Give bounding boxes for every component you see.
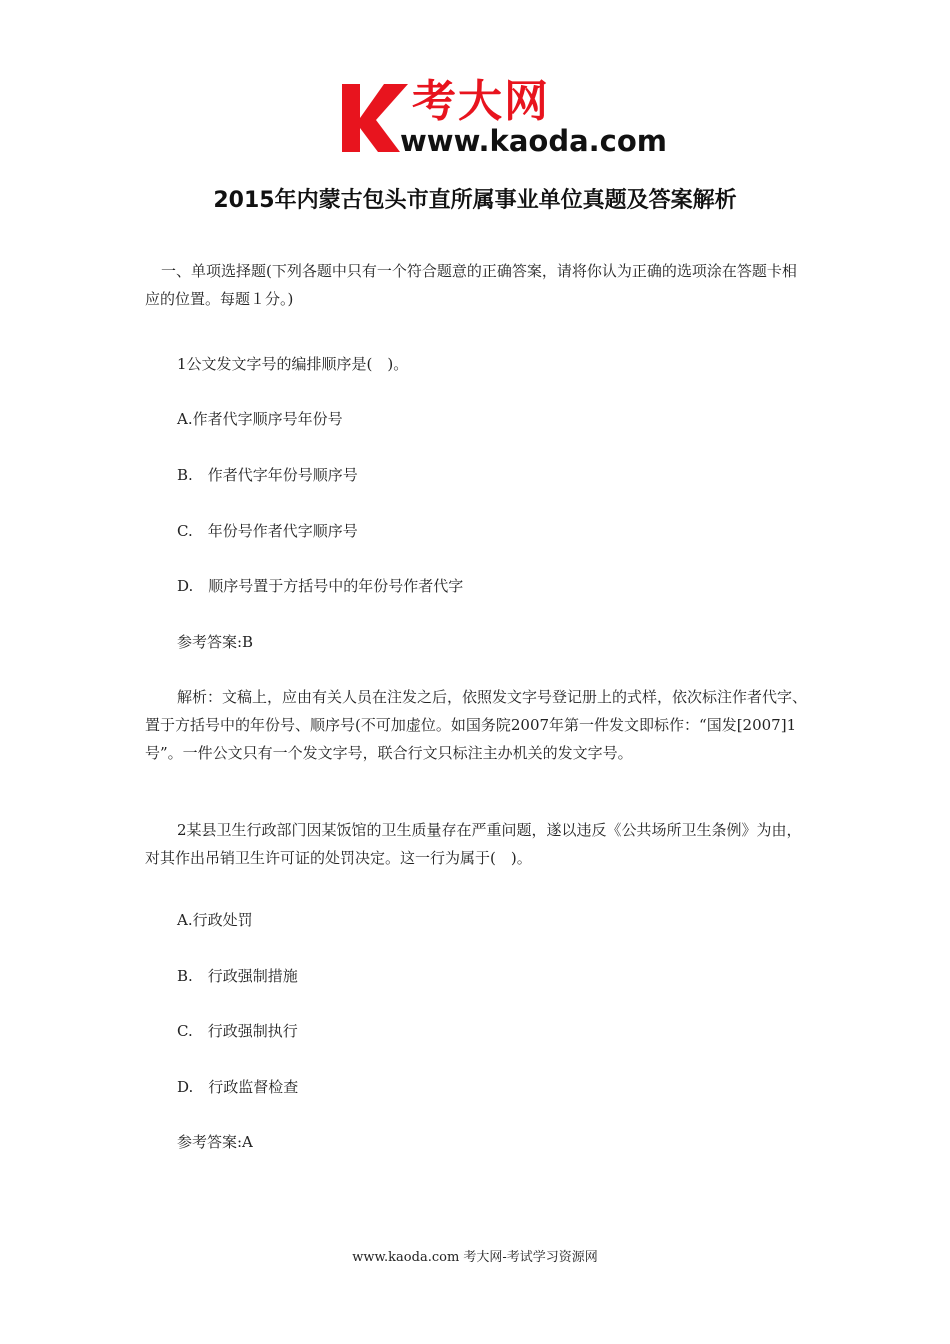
question-2-option-d: D. 行政监督检查	[177, 1078, 299, 1096]
question-1-option-a: A.作者代字顺序号年份号	[177, 410, 343, 428]
kaoda-logo	[338, 76, 667, 160]
question-2-option-b: B. 行政强制措施	[177, 967, 298, 985]
question-1-analysis: 解析：文稿上，应由有关人员在注发之后，依照发文字号登记册上的式样，依次标注作者代字、置于方括号中的年份号、顺序号(不可加虚位。如国务院2007年第一件发文即标作：“国发[2007]1号”。一件公文只有一个发文字号，联合行文只标注主办机关的发文字号。	[145, 688, 808, 762]
question-2-option-c: C. 行政强制执行	[177, 1022, 298, 1040]
question-1-option-d: D. 顺序号置于方括号中的年份号作者代字	[177, 577, 464, 595]
question-2-stem: 2某县卫生行政部门因某饭馆的卫生质量存在严重问题，遂以违反《公共场所卫生条例》为由，对其作出吊销卫生许可证的处罚决定。这一行为属于( )。	[145, 821, 802, 867]
logo-chinese-name: 考大网	[412, 76, 550, 127]
section-heading: 一、单项选择题(下列各题中只有一个符合题意的正确答案，请将你认为正确的选项涂在答题卡相应的位置。每题１分。)	[145, 262, 797, 308]
question-2-answer: 参考答案:A	[177, 1133, 253, 1151]
question-1-option-c: C. 年份号作者代字顺序号	[177, 522, 358, 540]
question-1-option-b: B. 作者代字年份号顺序号	[177, 466, 358, 484]
question-1-answer: 参考答案:B	[177, 633, 254, 651]
question-1-stem: 1公文发文字号的编排顺序是( )。	[177, 355, 409, 373]
page-footer: www.kaoda.com 考大网-考试学习资源网	[352, 1250, 598, 1265]
logo-url: www.kaoda.com	[400, 124, 667, 158]
question-2-option-a: A.行政处罚	[177, 911, 253, 929]
page-title: 2015年内蒙古包头市直所属事业单位真题及答案解析	[213, 188, 737, 213]
